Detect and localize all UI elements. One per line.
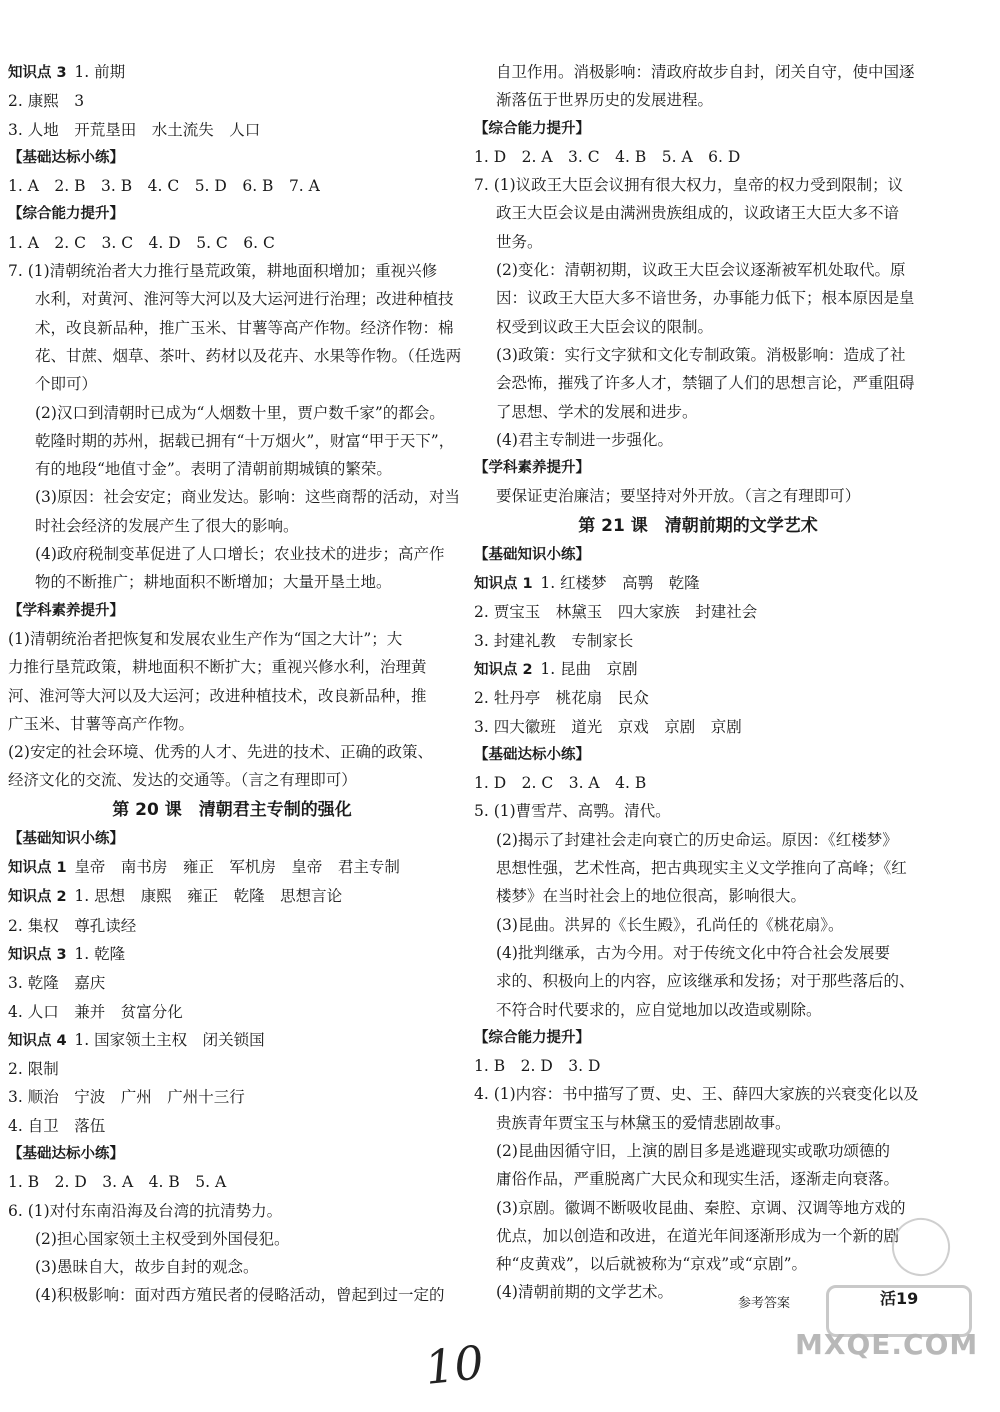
answer-line: 7. (1)清朝统治者大力推行垦荒政策，耕地面积增加；重视兴修 <box>8 262 438 281</box>
answer-text: 1. 国家领土主权 闭关锁国 <box>74 1030 265 1049</box>
answer-line: 3. 乾隆 嘉庆 <box>8 974 106 993</box>
answer-line: (4)清朝前期的文学艺术。 <box>496 1283 673 1302</box>
answer-text: 1. 昆曲 京剧 <box>540 659 638 678</box>
section-heading: 【基础知识小练】 <box>474 546 590 563</box>
lesson-title: 第 20 课 清朝君主专制的强化 <box>112 799 352 820</box>
answer-line: (2)变化：清朝初期，议政王大臣会议逐渐被军机处取代。原 <box>496 261 906 280</box>
answer-line: 1. A 2. B 3. B 4. C 5. D 6. B 7. A <box>8 177 320 196</box>
section-heading: 【综合能力提升】 <box>8 206 124 223</box>
section-heading: 【综合能力提升】 <box>474 1029 590 1046</box>
answer-line: 6. (1)对付东南沿海及台湾的抗清势力。 <box>8 1201 283 1220</box>
answer-line: (3)原因：社会安定；商业发达。影响：这些商帮的活动，对当 <box>35 488 460 507</box>
answer-line: 1. D 2. C 3. A 4. B <box>474 774 647 793</box>
answer-line: 乾隆时期的苏州，据载已拥有“十万烟火”，财富“甲于天下”， <box>35 431 455 450</box>
answer-line: (3)昆曲。洪昇的《长生殿》，孔尚任的《桃花扇》。 <box>496 915 844 934</box>
answer-line: 3. 四大徽班 道光 京戏 京剧 京剧 <box>474 717 742 736</box>
answer-line: (3)政策：实行文字狱和文化专制政策。消极影响：造成了社 <box>496 345 906 364</box>
answer-line: 权受到议政王大臣会议的限制。 <box>496 317 714 336</box>
knowledge-point-label: 知识点 3 <box>8 65 67 81</box>
knowledge-point-line <box>8 882 456 911</box>
answer-line: 河、淮河等大河以及大运河；改进种植技术，改良新品种，推 <box>8 686 427 705</box>
answer-line: (3)京剧。徽调不断吸收昆曲、秦腔、京调、汉调等地方戏的 <box>496 1198 906 1217</box>
answer-line: 了思想、学术的发展和进步。 <box>496 402 698 421</box>
answer-line: 2. 限制 <box>8 1060 59 1079</box>
knowledge-point-label: 知识点 2 <box>474 661 533 678</box>
knowledge-point-line <box>474 569 922 598</box>
knowledge-point-label: 知识点 4 <box>8 1032 67 1049</box>
answer-text: 1. 思想 康熙 雍正 乾隆 思想言论 <box>74 887 343 906</box>
answer-line: 贵族青年贾宝玉与林黛玉的爱情悲剧故事。 <box>496 1113 791 1132</box>
answer-line: 思想性强，艺术性高，把古典现实主义文学推向了高峰；《红 <box>496 859 907 878</box>
answer-text: 1. 红楼梦 高鹗 乾隆 <box>540 574 700 593</box>
section-heading: 【综合能力提升】 <box>474 120 590 137</box>
answer-line: 物的不断推广；耕地面积不断增加；大量开垦土地。 <box>35 573 392 592</box>
answer-line: 求的、积极向上的内容，应该继承和发扬；对于那些落后的、 <box>496 972 915 991</box>
answer-line: 2. 贾宝玉 林黛玉 四大家族 封建社会 <box>474 603 758 622</box>
knowledge-point-line <box>8 1026 456 1055</box>
answer-line: 因：议政王大臣大多不谙世务，办事能力低下；根本原因是皇 <box>496 289 915 308</box>
answer-line: 2. 康熙 3 <box>8 92 85 111</box>
answer-line: (2)安定的社会环境、优秀的人才、先进的技术、正确的政策、 <box>8 743 433 762</box>
knowledge-point-line <box>8 58 456 87</box>
answer-line: 5. (1)曹雪芹、高鹗。清代。 <box>474 802 671 821</box>
knowledge-point-label: 知识点 2 <box>8 889 67 906</box>
answer-line: 4. 人口 兼并 贫富分化 <box>8 1002 183 1021</box>
section-heading: 【基础达标小练】 <box>8 149 124 166</box>
answer-line: 水利，对黄河、淮河等大河以及大运河进行治理；改进种植技 <box>35 290 454 309</box>
answer-line: 1. A 2. C 3. C 4. D 5. C 6. C <box>8 233 275 252</box>
answer-line: 2. 集权 尊孔读经 <box>8 916 137 935</box>
knowledge-point-line <box>8 853 456 882</box>
answer-line: 广玉米、甘薯等高产作物。 <box>8 714 195 733</box>
answer-line: (4)批判继承，古为今用。对于传统文化中符合社会发展要 <box>496 943 890 962</box>
answer-line: 庸俗作品，严重脱离广大民众和现实生活，逐渐走向衰落。 <box>496 1170 900 1189</box>
answer-line: (2)汉口到清朝时已成为“人烟数十里，贾户数千家”的都会。 <box>35 403 445 422</box>
watermark-text: MXQE.COM <box>795 1328 979 1361</box>
section-heading: 【基础达标小练】 <box>8 1145 124 1162</box>
answer-line: 4. (1)内容：书中描写了贾、史、王、薛四大家族的兴衰变化以及 <box>474 1085 919 1104</box>
answer-line: 术，改良新品种，推广玉米、甘薯等高产作物。经济作物：棉 <box>35 318 454 337</box>
answer-line: 2. 牡丹亭 桃花扇 民众 <box>474 689 649 708</box>
right-column <box>474 58 922 1307</box>
answer-line: 1. D 2. A 3. C 4. B 5. A 6. D <box>474 147 741 166</box>
knowledge-point-label: 知识点 1 <box>8 860 67 877</box>
left-column <box>8 58 462 1310</box>
answer-text: 1. 前期 <box>74 63 126 81</box>
answer-line: 渐落伍于世界历史的发展进程。 <box>496 91 714 110</box>
answer-line: 有的地段“地值寸金”。表明了清朝前期城镇的繁荣。 <box>35 460 392 479</box>
footer-label: 参考答案 <box>738 1296 791 1311</box>
answer-line: 1. B 2. D 3. A 4. B 5. A <box>8 1173 227 1192</box>
answer-line: 会恐怖，摧残了许多人才，禁锢了人们的思想言论，严重阻碍 <box>496 374 915 393</box>
answer-text: 1. 乾隆 <box>74 944 126 963</box>
answer-line: 个即可） <box>35 375 98 394</box>
answer-line: (4)君主专制进一步强化。 <box>496 430 673 449</box>
answer-line: 不符合时代要求的，应自觉地加以改造或剔除。 <box>496 1000 822 1019</box>
answer-line: 4. 自卫 落伍 <box>8 1116 106 1135</box>
knowledge-point-label: 知识点 3 <box>8 946 67 963</box>
answer-line: 花、甘蔗、烟草、茶叶、药材以及花卉、水果等作物。（任选两 <box>35 346 462 365</box>
answer-line: 1. B 2. D 3. D <box>474 1057 601 1076</box>
section-heading: 【基础达标小练】 <box>474 746 590 763</box>
page-number: 活19 <box>880 1289 919 1308</box>
section-heading: 【学科素养提升】 <box>8 602 124 619</box>
answer-line: 经济文化的交流、发达的交通等。（言之有理即可） <box>8 771 357 790</box>
answer-line: (1)清朝统治者把恢复和发展农业生产作为“国之大计”；大 <box>8 629 403 648</box>
knowledge-point-line <box>8 940 456 969</box>
answer-line: 楼梦》在当时社会上的地位很高，影响很大。 <box>496 887 807 906</box>
answer-line: 3. 顺治 宁波 广州 广州十三行 <box>8 1088 245 1107</box>
answer-line: 3. 人地 开荒垦田 水土流失 人口 <box>8 120 261 139</box>
lesson-title: 第 21 课 清朝前期的文学艺术 <box>578 515 818 536</box>
answer-line: (2)担心国家领土主权受到外国侵犯。 <box>35 1229 290 1248</box>
answer-line: 种“皮黄戏”，以后就被称为“京戏”或“京剧”。 <box>496 1255 808 1274</box>
answer-text: 皇帝 南书房 雍正 军机房 皇帝 君主专制 <box>74 858 400 877</box>
answer-line: 优点，加以创造和改进，在道光年间逐渐形成为一个新的剧 <box>496 1226 900 1245</box>
answer-line: (4)政府税制变革促进了人口增长；农业技术的进步；高产作 <box>35 545 445 564</box>
answer-line: 世务。 <box>496 232 543 251</box>
handwritten-note: 10 <box>422 1335 487 1395</box>
answer-line: 要保证吏治廉洁；要坚持对外开放。（言之有理即可） <box>496 487 861 506</box>
answer-line: 3. 封建礼教 专制家长 <box>474 631 634 650</box>
answer-line: (4)积极影响：面对西方殖民者的侵略活动，曾起到过一定的 <box>35 1286 445 1305</box>
section-heading: 【基础知识小练】 <box>8 830 124 847</box>
section-heading: 【学科素养提升】 <box>474 460 590 477</box>
answer-line: (2)揭示了封建社会走向衰亡的历史命运。原因：《红楼梦》 <box>496 830 898 849</box>
answer-line: (3)愚昧自大，故步自封的观念。 <box>35 1258 259 1277</box>
answer-line: 7. (1)议政王大臣会议拥有很大权力，皇帝的权力受到限制；议 <box>474 176 904 195</box>
answer-line: (2)昆曲因循守旧，上演的剧目多是逃避现实或歌功颂德的 <box>496 1141 890 1160</box>
answer-line: 时社会经济的发展产生了很大的影响。 <box>35 516 299 535</box>
answer-line: 自卫作用。消极影响：清政府故步自封，闭关自守，使中国逐 <box>496 63 915 81</box>
answer-line: 政王大臣会议是由满洲贵族组成的，议政诸王大臣大多不谙 <box>496 204 900 223</box>
knowledge-point-line <box>474 655 922 684</box>
answer-line: 力推行垦荒政策，耕地面积不断扩大；重视兴修水利，治理黄 <box>8 658 427 677</box>
knowledge-point-label: 知识点 1 <box>474 576 533 593</box>
